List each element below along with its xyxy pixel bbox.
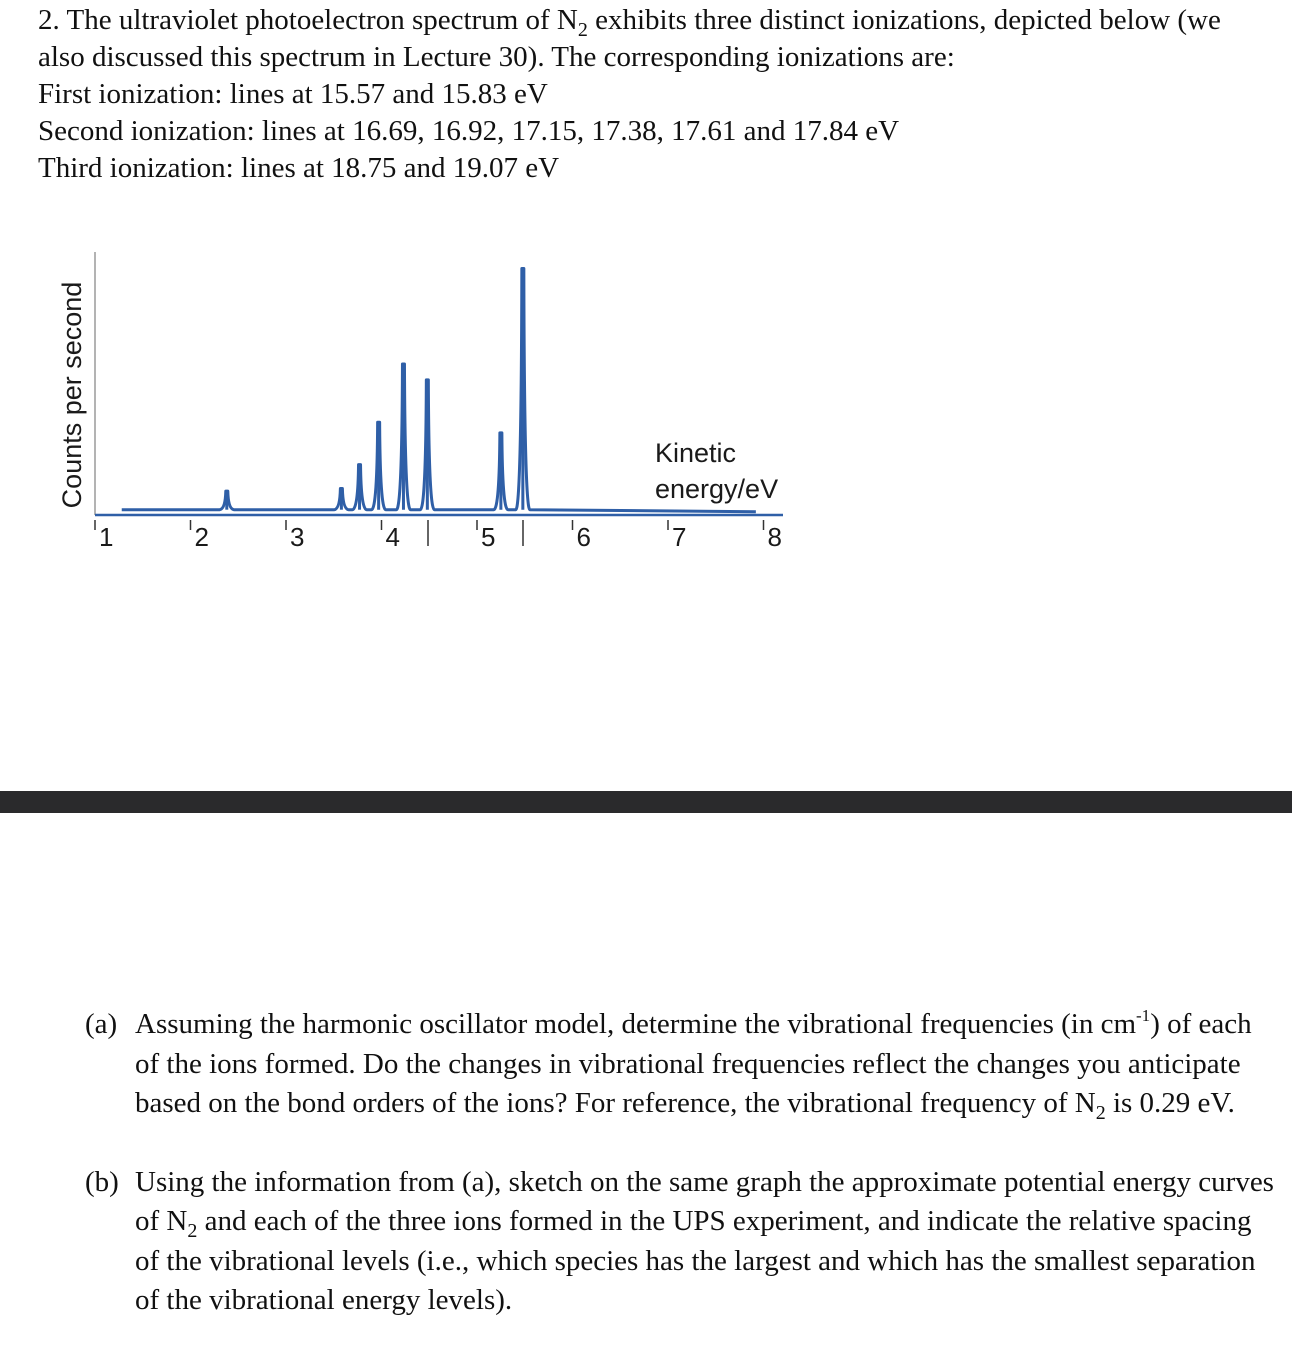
x-axis-label-line2: energy/eV <box>655 474 779 504</box>
x-tick-label: 2 <box>194 522 209 552</box>
y-axis-label: Counts per second <box>57 281 87 509</box>
question-b-label: (b) <box>85 1165 119 1198</box>
question-a: (a) Assuming the harmonic oscillator model, determine the vibrational frequencies (in $cm^{-1}$) of each of the ions formed. Do the changes in vibrational frequencies reflect the changes you anticipate based on the bond orders of the ions? For reference, the vibrational frequency of $N_2$ is 0.29 eV. <box>85 1006 1252 1124</box>
section-divider <box>0 791 1292 813</box>
x-tick-label: 8 <box>767 522 782 552</box>
problem-intro <box>38 2 1268 187</box>
x-tick-label: 6 <box>576 522 591 552</box>
x-axis-label-line1: Kinetic <box>655 438 737 468</box>
first-ionization-line: First ionization: lines at 15.57 and 15.83 eV <box>38 78 548 110</box>
question-b: (b) Using the information from (a), sketch on the same graph the approximate potential energy curves of $N_2$ and each of the three ions formed in the UPS experiment, and indicate the relative spacing of the vibrational levels (i.e., which species has the largest and which has the smallest separation of the vibrational energy levels). <box>85 1163 1275 1321</box>
problem-number: 2. <box>38 4 60 36</box>
x-tick-label: 7 <box>672 522 687 552</box>
third-ionization-line: Third ionization: lines at 18.75 and 19.07 eV <box>38 152 560 184</box>
x-tick-label: 1 <box>99 522 114 552</box>
x-tick-label: 3 <box>290 522 305 552</box>
questions <box>85 1005 1275 1321</box>
x-tick-label: 5 <box>481 522 496 552</box>
problem-statement: 2. The ultraviolet photoelectron spectrum of $N_2$ exhibits three distinct ionizations, depicted below (we also discussed this spectrum in Lecture 30). The corresponding ionizations are: <box>38 4 1221 73</box>
question-a-label: (a) <box>85 1008 118 1040</box>
x-tick-label: 4 <box>385 522 400 552</box>
ups-spectrum-chart <box>0 230 820 570</box>
second-ionization-line: Second ionization: lines at 16.69, 16.92, 17.15, 17.38, 17.61 and 17.84 eV <box>38 115 900 147</box>
x-ticks <box>95 520 782 552</box>
